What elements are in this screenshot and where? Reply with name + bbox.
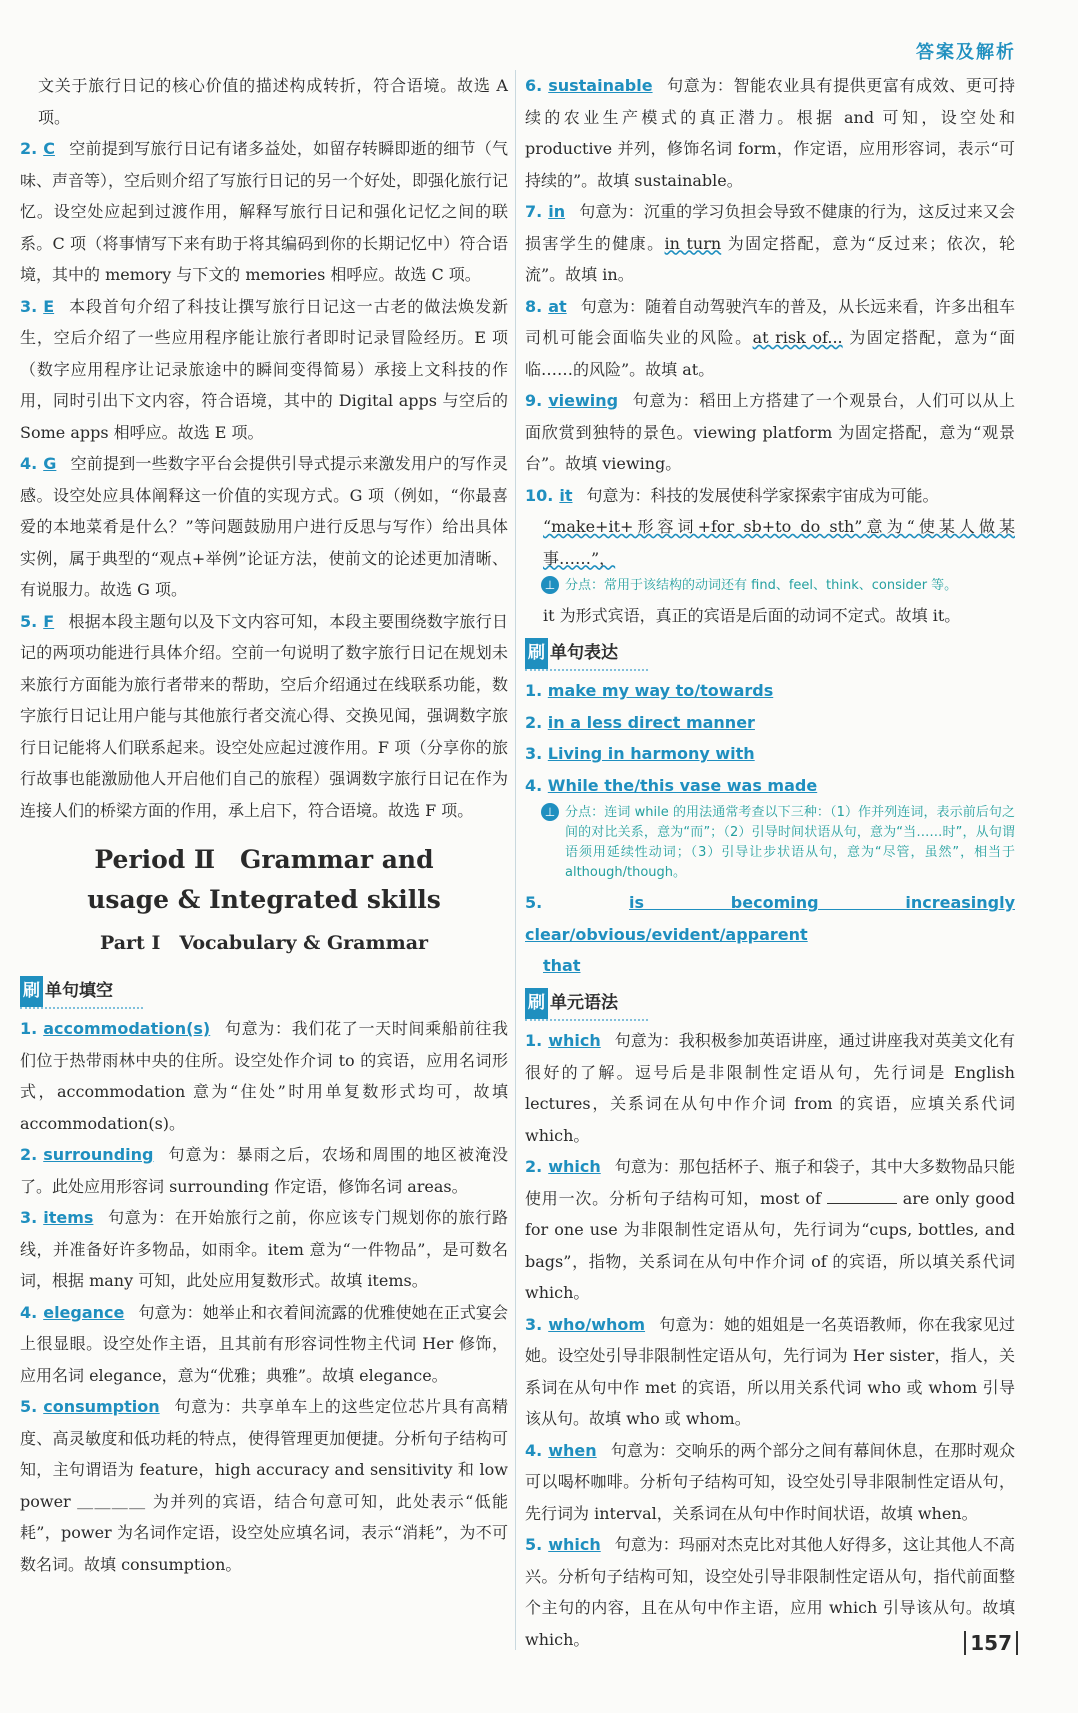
grammar-item: 3. who/whom 句意为：她的姐姐是一名英语教师，你在我家见过她。设空处引导非限制性定语从句，先行词为 Her sister，指人，关系词在从句中作 met 的宾语，所以用关系代词 who 或 whom 引导该从句。故填 who 或 whom。	[525, 1314, 1015, 1428]
tip-icon: ⊥	[541, 803, 559, 821]
period-title: Period Ⅱ Grammar and usage & Integrated skills	[87, 845, 441, 914]
express-item: 1. make my way to/towards	[525, 681, 774, 700]
item-10-conclusion: it 为形式宾语，真正的宾语是后面的动词不定式。故填 it。	[543, 606, 961, 625]
fill-item: 1. accommodation(s) 句意为：我们花了一天时间乘船前往我们位于热带雨林中央的住所。设空处作介词 to 的宾语，应用名词形式，accommodation 意为“住处”时用单复数形式均可，故填 accommodation(s)。	[20, 1019, 508, 1133]
reading-item: 3. E 本段首句介绍了科技让撰写旅行日记这一古老的做法焕发新生，空后介绍了一些应用程序能让旅行者即时记录冒险经历。E 项（数字应用程序让记录旅途中的瞬间变得简易）承接上文科技的作用，同时引出下文内容，符合语境，其中的 Digital apps 与空后的 Some apps 相呼应。故选 E 项。	[20, 296, 508, 442]
fill-item: 2. surrounding 句意为：暴雨之后，农场和周围的地区被淹没了。此处应用形容词 surrounding 作定语，修饰名词 areas。	[20, 1145, 508, 1196]
reading-item: 4. G 空前提到一些数字平台会提供引导式提示来激发用户的写作灵感。设空处应具体阐释这一价值的实现方式。G 项（例如，“你最喜爱的本地菜肴是什么？”等问题鼓励用户进行反思与写作）给出具体实例，属于典型的“观点+举例”论证方法，使前文的论述更加清晰、有说服力。故选 G 项。	[20, 454, 508, 599]
section-title-fill: 刷 单句填空	[20, 976, 143, 1010]
express-item-cont: that	[543, 956, 581, 975]
reading-item: 2. C 空前提到写旅行日记有诸多益处，如留存转瞬即逝的细节（气味、声音等），空后则介绍了写旅行日记的另一个好处，即强化旅行记忆。设空处应起到过渡作用，解释写旅行日记和强化记忆之间的联系。C 项（将事情写下来有助于将其编码到你的长期记忆中）符合语境，其中的 memory 与下文的 memories 相呼应。故选 C 项。	[20, 139, 509, 284]
fill-item: 7. in 句意为：沉重的学习负担会导致不健康的行为，这反过来又会损害学生的健康。in turn 为固定搭配，意为“反过来；依次，轮流”。故填 in。	[525, 202, 1015, 284]
fill-item: 9. viewing 句意为：稻田上方搭建了一个观景台，人们可以从上面欣赏到独特的景色。viewing platform 为固定搭配，意为“观景台”。故填 viewing。	[525, 391, 1015, 473]
section-title-express: 刷 单句表达	[525, 638, 648, 672]
fill-item: 5. consumption 句意为：共享单车上的这些定位芯片具有高精度、高灵敏度和低功耗的特点，使得管理更加便捷。分析句子结构可知，主句谓语为 feature，high accuracy and sensitivity 和 low power ＿＿＿＿ 为并列的宾语，结合句意可知，此处表示“低能耗”，power 为名词作定语，设空处应填名词，表示“消耗”，为不可数名词。故填 consumption。	[20, 1397, 508, 1574]
reading-item: 5. F 根据本段主题句以及下文内容可知，本段主要围绕数字旅行日记的两项功能进行具体介绍。空前一句说明了数字旅行日记在规划未来旅行方面能为旅行者带来的帮助，空后介绍通过在线联系功能，数字旅行日记让用户能与其他旅行者交流心得、交换见闻，强调数字旅行日记能将人们联系起来。设空处应起过渡作用。F 项（分享你的旅行故事也能激励他人开启他们自己的旅程）强调数字旅行日记在作为连接人们的桥梁方面的作用，承上启下，符合语境。故选 F 项。	[20, 611, 508, 820]
page-header: 答案及解析	[916, 42, 1016, 63]
fill-item: 4. elegance 句意为：她举止和衣着间流露的优雅使她在正式宴会上很显眼。设空处作主语，且其前有形容词性物主代词 Her 修饰，应用名词 elegance，意为“优雅；典雅”。故填 elegance。	[20, 1302, 508, 1385]
section-title-grammar: 刷 单元语法	[525, 988, 648, 1022]
grammar-item: 5. which 句意为：玛丽对杰克比对其他人好得多，这让其他人不高兴。分析句子结构可知，设空处引导非限制性定语从句，指代前面整个主句的内容，且在从句中作主语，应用 which 引导该从句。故填 which。	[525, 1535, 1015, 1649]
right-column	[525, 70, 1015, 1655]
tip-note: ⊥ 分点：常用于该结构的动词还有 find、feel、think、consider 等。	[525, 574, 1015, 600]
blank-line	[827, 1189, 897, 1204]
page-number: 157	[964, 1631, 1018, 1655]
fill-item: 3. items 句意为：在开始旅行之前，你应该专门规划你的旅行路线，并准备好许多物品，如雨伞。item 意为“一件物品”，是可数名词，根据 many 可知，此处应用复数形式。故填 items。	[20, 1208, 508, 1290]
fill-item: 8. at 句意为：随着自动驾驶汽车的普及，从长远来看，许多出租车司机可能会面临失业的风险。at risk of... 为固定搭配，意为“面临……的风险”。故填 at。	[525, 296, 1015, 379]
grammar-item: 2. which 句意为：那包括杯子、瓶子和袋子，其中大多数物品只能使用一次。分析句子结构可知，most of are only good for one use 为非限制性定语从句，先行词为“cups, bottles, and bags”，指物，关系词在从句中作介词 of 的宾语，所以填关系代词 which。	[525, 1157, 1015, 1302]
left-column	[20, 70, 508, 1580]
tip-note: ⊥ 分点：连词 while 的用法通常考查以下三种：（1）作并列连词，表示前后句之间的对比关系，意为“而”；（2）引导时间状语从句，意为“当……时”，从句谓语须用延续性动词；（3）引导让步状语从句，意为“尽管，虽然”，相当于 although/though。	[525, 801, 1015, 887]
express-item: 2. in a less direct manner	[525, 712, 755, 732]
structure-phrase: “make+it+形容词+for sb+to do sth”意为“使某人做某事……”，	[543, 517, 1015, 568]
grammar-item: 4. when 句意为：交响乐的两个部分之间有幕间休息，在那时观众可以喝杯咖啡。分析句子结构可知，设空处引导非限制性定语从句，先行词为 interval，关系词在从句中作时间状语，故填 when。	[525, 1440, 1015, 1523]
fill-item: 6. sustainable 句意为：智能农业具有提供更富有成效、更可持续的农业生产模式的真正潜力。根据 and 可知，设空处和 productive 并列，修饰名词 form，作定语，应用形容词，表示“可持续的”。故填 sustainable。	[525, 76, 1015, 190]
column-divider	[515, 70, 516, 1650]
express-item: 3. Living in harmony with	[525, 744, 755, 763]
intro-text: 文关于旅行日记的核心价值的描述构成转折，符合语境。故选 A 项。	[38, 76, 508, 127]
grammar-item: 1. which 句意为：我积极参加英语讲座，通过讲座我对英美文化有很好的了解。逗号后是非限制性定语从句，先行词是 English lectures，关系词在从句中作介词 from 的宾语，应填关系代词 which。	[525, 1031, 1015, 1145]
part-title: Part Ⅰ Vocabulary & Grammar	[99, 932, 429, 954]
tip-icon: ⊥	[541, 576, 559, 594]
fill-item: 10. it 句意为：科技的发展使科学家探索宇宙成为可能。 “make+it+形容词+for sb+to do sth”意为“使某人做某事……”，	[525, 480, 1015, 575]
express-item: 5. is becoming increasingly clear/obvious/evident/apparent	[525, 893, 1015, 944]
express-item: 4. While the/this vase was made	[525, 775, 818, 795]
